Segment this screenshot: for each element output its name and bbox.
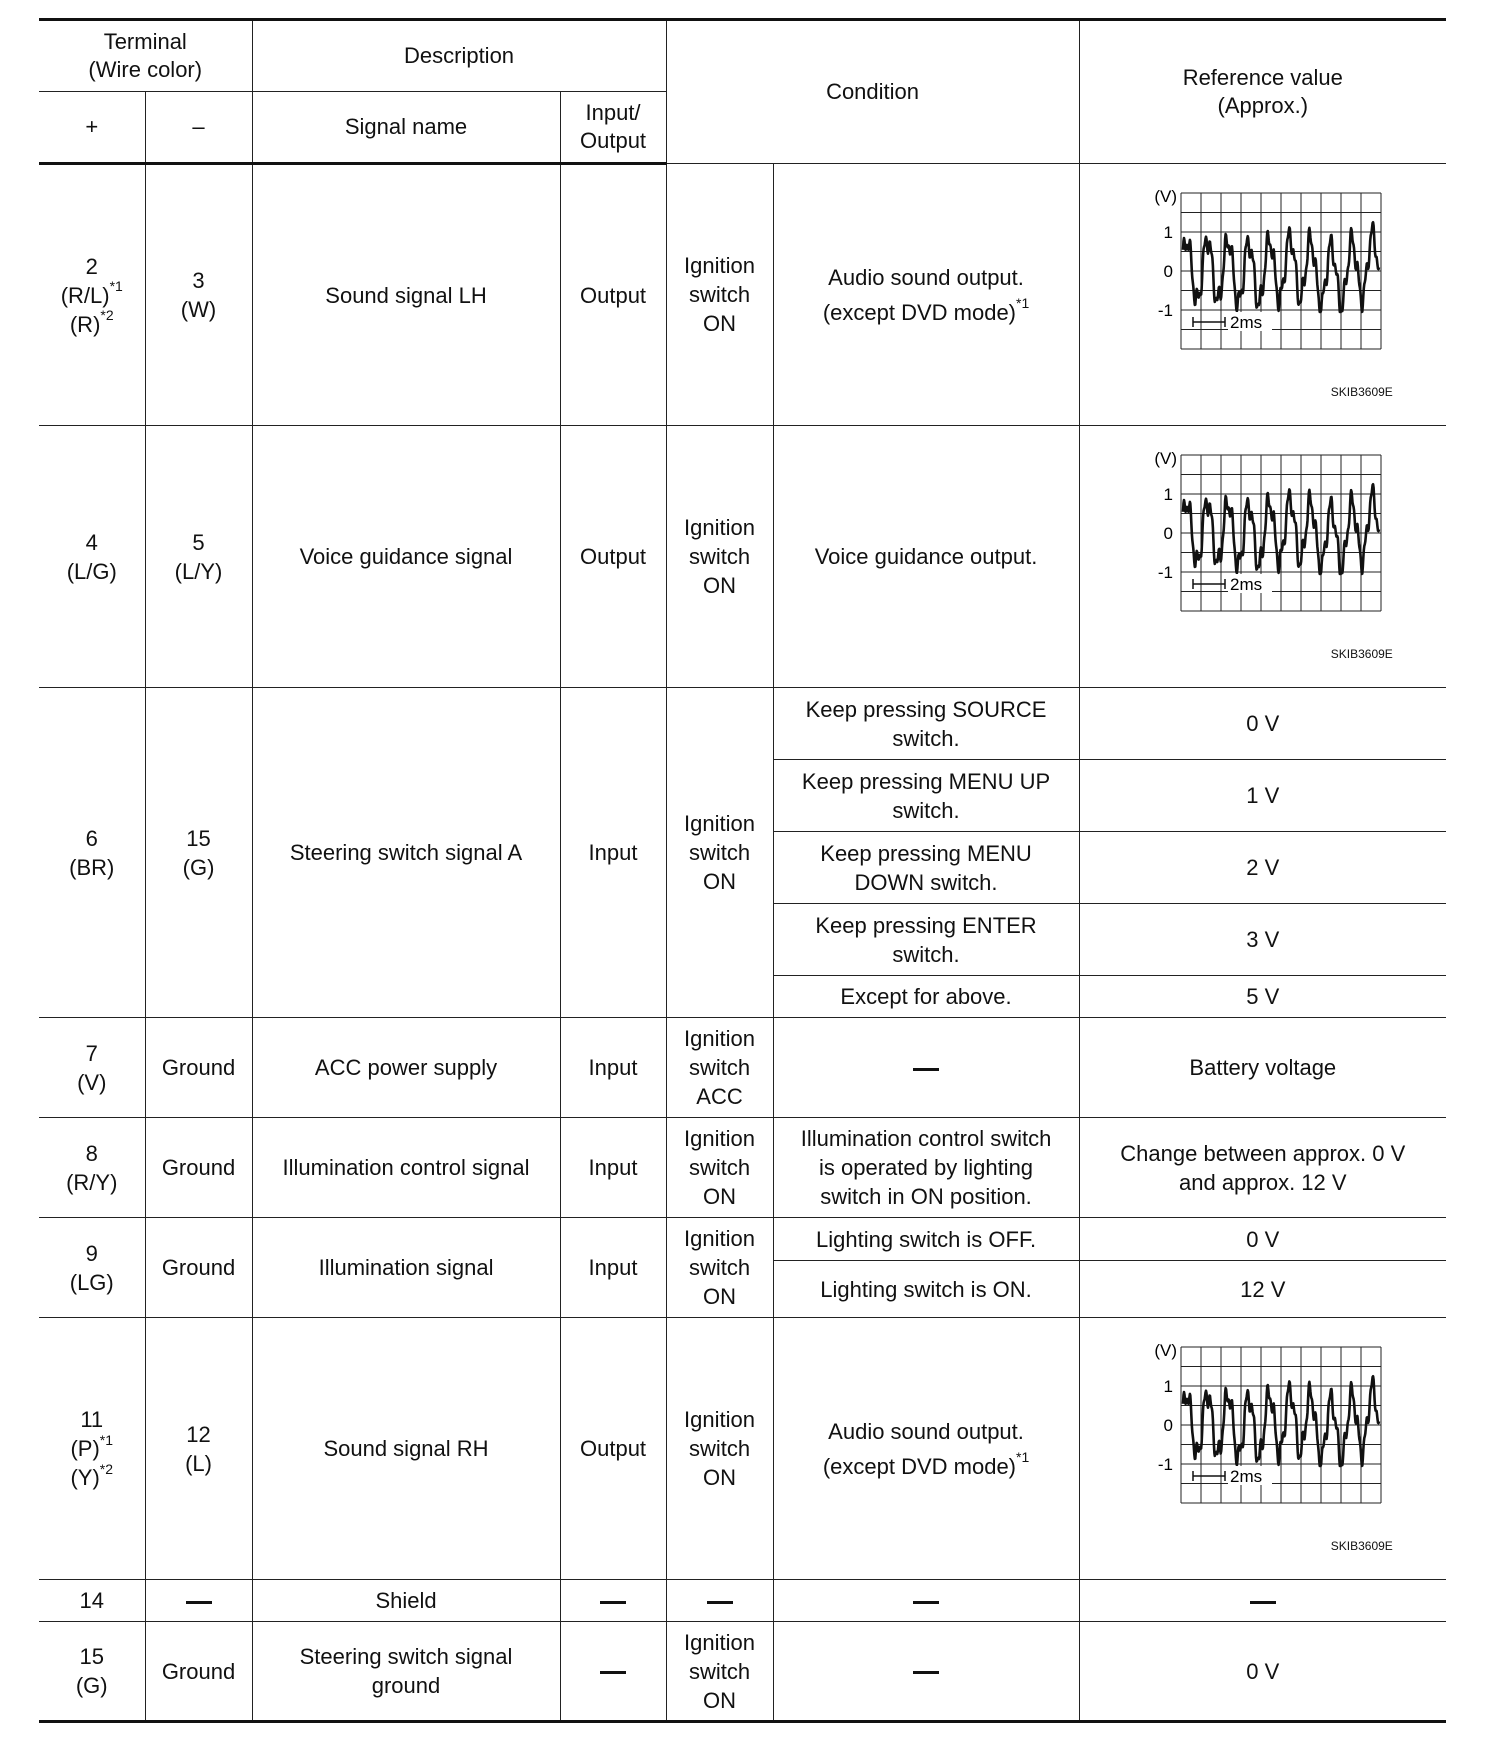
table-row: [39, 1580, 1446, 1622]
condition-header: Condition: [666, 20, 1079, 164]
y-tick-label: -1: [1157, 562, 1173, 582]
condition-detail: [773, 1580, 1079, 1622]
table-row: [39, 426, 1446, 688]
plus-terminal: 2 $(R/L)^{*1}$ $(R)^{*2}$: [39, 164, 145, 426]
terminal-header: Terminal (Wire color): [39, 20, 252, 92]
condition-detail: Keep pressing MENU UP switch.: [773, 760, 1079, 832]
condition-detail: [773, 1018, 1079, 1118]
signal-name: ACC power supply: [252, 1018, 560, 1118]
ignition-condition: Ignition switch ON: [666, 426, 773, 688]
input-output: Input: [560, 1118, 666, 1218]
minus-terminal: [145, 1580, 252, 1622]
dash-icon: [186, 1601, 212, 1604]
reference-value: Battery voltage: [1079, 1018, 1446, 1118]
y-tick-label: 1: [1163, 1376, 1173, 1396]
condition-detail: Lighting switch is ON.: [773, 1261, 1079, 1318]
plus-terminal: 7 (V): [39, 1018, 145, 1118]
condition-detail: Lighting switch is OFF.: [773, 1218, 1079, 1261]
signal-name: Voice guidance signal: [252, 426, 560, 688]
signal-name: Steering switch signal ground: [252, 1622, 560, 1722]
plus-terminal: 8 (R/Y): [39, 1118, 145, 1218]
table-row: [39, 1622, 1446, 1722]
y-tick-label: 1: [1163, 222, 1173, 242]
header-row-1: [39, 20, 1446, 92]
time-div-label: 2ms: [1229, 1466, 1262, 1486]
reference-value: 0 V: [1079, 688, 1446, 760]
figure-id: SKIB3609E: [1330, 384, 1393, 399]
description-header: Description: [252, 20, 666, 92]
reference-waveform: [1079, 426, 1446, 688]
plus-terminal: 9 (LG): [39, 1218, 145, 1318]
ignition-condition: [666, 1580, 773, 1622]
reference-waveform: [1079, 164, 1446, 426]
condition-detail: Audio sound output. (except DVD mode)$^{*1}$: [773, 164, 1079, 426]
signal-name: Illumination control signal: [252, 1118, 560, 1218]
figure-id: SKIB3609E: [1330, 646, 1393, 661]
ignition-condition: Ignition switch ON: [666, 1218, 773, 1318]
dash-icon: [600, 1671, 626, 1674]
signal-name-header: Signal name: [252, 92, 560, 164]
plus-terminal: 4 (L/G): [39, 426, 145, 688]
input-output: Input: [560, 1218, 666, 1318]
reference-value: 5 V: [1079, 976, 1446, 1018]
condition-detail: Keep pressing SOURCE switch.: [773, 688, 1079, 760]
table-row: [39, 1218, 1446, 1261]
waveform-graph: [1123, 443, 1403, 671]
input-output: Output: [560, 1318, 666, 1580]
minus-terminal: 3 (W): [145, 164, 252, 426]
reference-value: 3 V: [1079, 904, 1446, 976]
time-div-label: 2ms: [1229, 574, 1262, 594]
signal-name: Steering switch signal A: [252, 688, 560, 1018]
oscilloscope-waveform: [1123, 181, 1403, 396]
condition-detail: Except for above.: [773, 976, 1079, 1018]
plus-terminal: 11 $(P)^{*1}$ $(Y)^{*2}$: [39, 1318, 145, 1580]
plus-terminal: 14: [39, 1580, 145, 1622]
reference-value: 0 V: [1079, 1218, 1446, 1261]
dash-icon: [913, 1068, 939, 1071]
reference-value: 12 V: [1079, 1261, 1446, 1318]
signal-name: Illumination signal: [252, 1218, 560, 1318]
oscilloscope-waveform: [1123, 443, 1403, 658]
oscilloscope-waveform: [1123, 1335, 1403, 1550]
minus-terminal: Ground: [145, 1118, 252, 1218]
y-tick-label: 0: [1163, 261, 1173, 281]
waveform-graph: [1123, 181, 1403, 409]
reference-value: [1079, 1580, 1446, 1622]
ignition-condition: Ignition switch ON: [666, 1118, 773, 1218]
condition-detail: Audio sound output. (except DVD mode)$^{*1}$: [773, 1318, 1079, 1580]
reference-value: Change between approx. 0 V and approx. 12 V: [1079, 1118, 1446, 1218]
table-row: [39, 1118, 1446, 1218]
input-output-header: Input/ Output: [560, 92, 666, 164]
reference-value: 2 V: [1079, 832, 1446, 904]
reference-value-header: Reference value (Approx.): [1079, 20, 1446, 164]
condition-detail: Keep pressing ENTER switch.: [773, 904, 1079, 976]
minus-terminal: Ground: [145, 1018, 252, 1118]
minus-terminal: 15 (G): [145, 688, 252, 1018]
dash-icon: [600, 1601, 626, 1604]
reference-value: 0 V: [1079, 1622, 1446, 1722]
dash-icon: [1250, 1601, 1276, 1604]
terminal-reference-table: [39, 18, 1446, 1723]
reference-value: 1 V: [1079, 760, 1446, 832]
signal-name: Sound signal LH: [252, 164, 560, 426]
table-row: [39, 164, 1446, 426]
y-unit-label: (V): [1154, 186, 1177, 206]
figure-id: SKIB3609E: [1330, 1538, 1393, 1553]
input-output: [560, 1622, 666, 1722]
y-tick-label: -1: [1157, 300, 1173, 320]
ignition-condition: Ignition switch ON: [666, 1318, 773, 1580]
table-row: [39, 1318, 1446, 1580]
y-tick-label: 0: [1163, 1415, 1173, 1435]
plus-terminal: 15 (G): [39, 1622, 145, 1722]
condition-detail: Illumination control switch is operated by lighting switch in ON position.: [773, 1118, 1079, 1218]
y-tick-label: 0: [1163, 523, 1173, 543]
minus-terminal: 5 (L/Y): [145, 426, 252, 688]
waveform-graph: [1123, 1335, 1403, 1563]
y-tick-label: -1: [1157, 1454, 1173, 1474]
condition-detail: Voice guidance output.: [773, 426, 1079, 688]
y-unit-label: (V): [1154, 448, 1177, 468]
table-row: [39, 688, 1446, 760]
input-output: Output: [560, 164, 666, 426]
input-output: Input: [560, 688, 666, 1018]
minus-terminal: Ground: [145, 1218, 252, 1318]
input-output: Input: [560, 1018, 666, 1118]
signal-name: Sound signal RH: [252, 1318, 560, 1580]
ignition-condition: Ignition switch ON: [666, 1622, 773, 1722]
condition-detail: [773, 1622, 1079, 1722]
ignition-condition: Ignition switch ON: [666, 164, 773, 426]
minus-terminal: 12 (L): [145, 1318, 252, 1580]
input-output: Output: [560, 426, 666, 688]
reference-waveform: [1079, 1318, 1446, 1580]
y-unit-label: (V): [1154, 1340, 1177, 1360]
time-div-label: 2ms: [1229, 312, 1262, 332]
plus-terminal: 6 (BR): [39, 688, 145, 1018]
ignition-condition: Ignition switch ACC: [666, 1018, 773, 1118]
minus-header: –: [145, 92, 252, 164]
y-tick-label: 1: [1163, 484, 1173, 504]
dash-icon: [707, 1601, 733, 1604]
signal-name: Shield: [252, 1580, 560, 1622]
condition-detail: Keep pressing MENU DOWN switch.: [773, 832, 1079, 904]
table-row: [39, 1018, 1446, 1118]
minus-terminal: Ground: [145, 1622, 252, 1722]
plus-header: +: [39, 92, 145, 164]
input-output: [560, 1580, 666, 1622]
ignition-condition: Ignition switch ON: [666, 688, 773, 1018]
dash-icon: [913, 1671, 939, 1674]
dash-icon: [913, 1601, 939, 1604]
